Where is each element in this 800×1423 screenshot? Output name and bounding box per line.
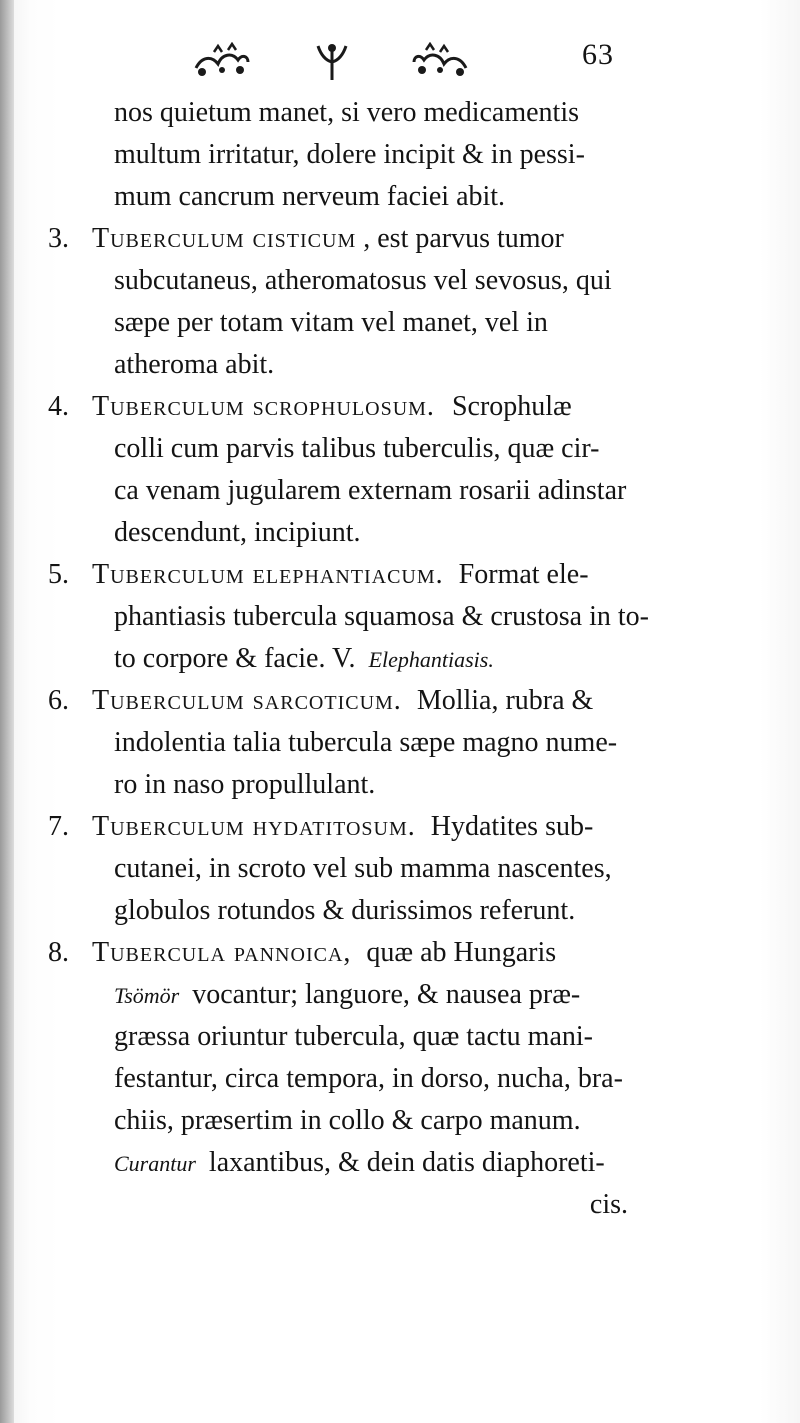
entry-number: 8. <box>48 937 69 968</box>
entry-6 <box>48 680 668 722</box>
page-number: 63 <box>582 38 614 71</box>
entry-text: quæ ab Hungaris <box>366 937 557 968</box>
text-line <box>48 974 668 1016</box>
text-line: multum irritatur, dolere incipit & in pessi- <box>114 139 585 170</box>
running-header <box>0 36 800 96</box>
text-line: græssa oriuntur tubercula, quæ tactu mani- <box>114 1021 593 1052</box>
text-line: indolentia talia tubercula sæpe magno nume- <box>114 727 618 758</box>
entry-text: Scrophulæ <box>451 391 572 422</box>
entry-number: 3. <box>48 223 69 254</box>
entry-text: Format ele- <box>458 559 589 590</box>
entry-number: 7. <box>48 811 69 842</box>
entry-text: , est parvus tumor <box>363 223 564 254</box>
entry-title: Tuberculum scrophulosum. <box>92 391 435 422</box>
text-line: descendunt, incipiunt. <box>114 517 361 548</box>
text-line: atheroma abit. <box>114 349 275 380</box>
entry-number: 4. <box>48 391 69 422</box>
entry-text: Mollia, rubra & <box>416 685 594 716</box>
hungarian-term: Tsömör <box>114 983 180 1008</box>
entry-text: vocantur; languore, & nausea præ- <box>192 979 581 1010</box>
entry-text: laxantibus, & dein datis diaphoreti- <box>208 1147 605 1178</box>
entry-title: Tubercula pannoica, <box>92 937 352 968</box>
text-line: festantur, circa tempora, in dorso, nucha, bra- <box>114 1063 623 1094</box>
text-line: colli cum parvis talibus tuberculis, quæ cir- <box>114 433 600 464</box>
entry-title: Tuberculum sarcoticum. <box>92 685 402 716</box>
entry-7 <box>48 806 668 848</box>
entry-title: Tuberculum hydatitosum. <box>92 811 416 842</box>
book-spine-shadow <box>0 0 14 1423</box>
text-line: phantiasis tubercula squamosa & crustosa in to- <box>114 601 649 632</box>
entry-number: 6. <box>48 685 69 716</box>
entry-number: 5. <box>48 559 69 590</box>
entry-3 <box>48 218 668 260</box>
entry-8 <box>48 932 668 974</box>
text-line: sæpe per totam vitam vel manet, vel in <box>114 307 548 338</box>
entry-title: Tuberculum elephantiacum. <box>92 559 444 590</box>
entry-4 <box>48 386 668 428</box>
fleuron-right-icon <box>410 42 470 82</box>
entry-5 <box>48 554 668 596</box>
italic-word: Curantur <box>114 1151 196 1176</box>
text-line <box>48 638 668 680</box>
cross-reference: Elephantiasis. <box>368 647 494 672</box>
text-line: chiis, præsertim in collo & carpo manum. <box>114 1105 581 1136</box>
text-line: ca venam jugularem externam rosarii adinstar <box>114 475 627 506</box>
text-line: globulos rotundos & durissimos referunt. <box>114 895 576 926</box>
fleuron-center-icon <box>314 42 350 82</box>
catchword-line: cis. <box>589 1189 628 1220</box>
entry-title: Tuberculum cisticum <box>92 223 357 254</box>
entry-text: Hydatites sub- <box>430 811 594 842</box>
text-line: cutanei, in scroto vel sub mamma nascentes, <box>114 853 612 884</box>
text-line: nos quietum manet, si vero medicamentis <box>114 97 580 128</box>
text-line: subcutaneus, atheromatosus vel sevosus, qui <box>114 265 612 296</box>
fleuron-left-icon <box>192 42 252 82</box>
text-line <box>48 1142 668 1184</box>
text-line: mum cancrum nerveum faciei abit. <box>114 181 506 212</box>
text-line: ro in naso propullulant. <box>114 769 376 800</box>
page-body <box>48 92 668 1226</box>
entry-text: to corpore & facie. V. <box>114 643 356 674</box>
